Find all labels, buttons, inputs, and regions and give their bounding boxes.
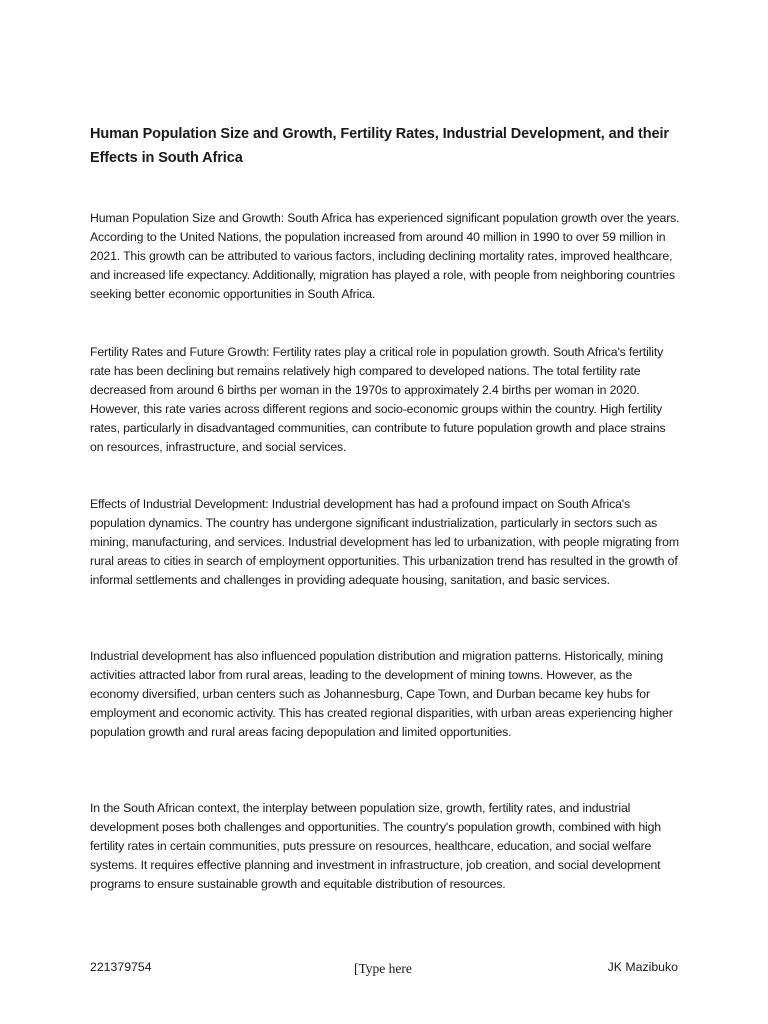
- paragraph-fertility-rates: Fertility Rates and Future Growth: Fertility rates play a critical role in population growth. South Africa's fertility rate has been declining but remains relatively high compared to developed nations. The total fertility rate decreased from around 6 births per woman in the 1970s to approximately 2.4 births per woman in 2020. However, this rate varies across different regions and socio-economic groups within the country. High fertility rates, particularly in disadvantaged communities, can contribute to future population growth and place strains on resources, infrastructure, and social services.: [90, 345, 666, 454]
- footer-author: JK Mazibuko: [607, 960, 678, 974]
- paragraph-industrial-effects: Effects of Industrial Development: Industrial development has had a profound impact on South Africa's population dynamics. The country has undergone significant industrialization, particularly in sectors such as mining, manufacturing, and services. Industrial development has led to urbanization, with people migrating from rural areas to cities in search of employment opportunities. This urbanization trend has resulted in the growth of informal settlements and challenges in providing adequate housing, sanitation, and basic services.: [90, 497, 679, 587]
- footer-student-number: 221379754: [90, 960, 152, 974]
- page-footer: [90, 960, 680, 980]
- paragraph-population-size: Human Population Size and Growth: South Africa has experienced significant population growth over the years. According to the United Nations, the population increased from around 40 million in 1990 to over 59 million in 2021. This growth can be attributed to various factors, including declining mortality rates, improved healthcare, and increased life expectancy. Additionally, migration has played a role, with people from neighboring countries seeking better economic opportunities in South Africa.: [90, 211, 680, 301]
- paragraph-population-distribution: Industrial development has also influenced population distribution and migration patterns. Historically, mining activities attracted labor from rural areas, leading to the development of mining towns. However, as the economy diversified, urban centers such as Johannesburg, Cape Town, and Durban became key hubs for employment and economic activity. This has created regional disparities, with urban areas experiencing higher population growth and rural areas facing depopulation and limited opportunities.: [90, 649, 673, 739]
- paragraph-conclusion: In the South African context, the interplay between population size, growth, fertility rates, and industrial development poses both challenges and opportunities. The country's population growth, combined with high fertility rates in certain communities, puts pressure on resources, healthcare, education, and social welfare systems. It requires effective planning and investment in infrastructure, job creation, and social development programs to ensure sustainable growth and equitable distribution of resources.: [90, 801, 662, 891]
- document-title: Human Population Size and Growth, Fertility Rates, Industrial Development, and their Effects in South Africa: [90, 126, 669, 166]
- footer-placeholder[interactable]: [Type here: [354, 961, 412, 976]
